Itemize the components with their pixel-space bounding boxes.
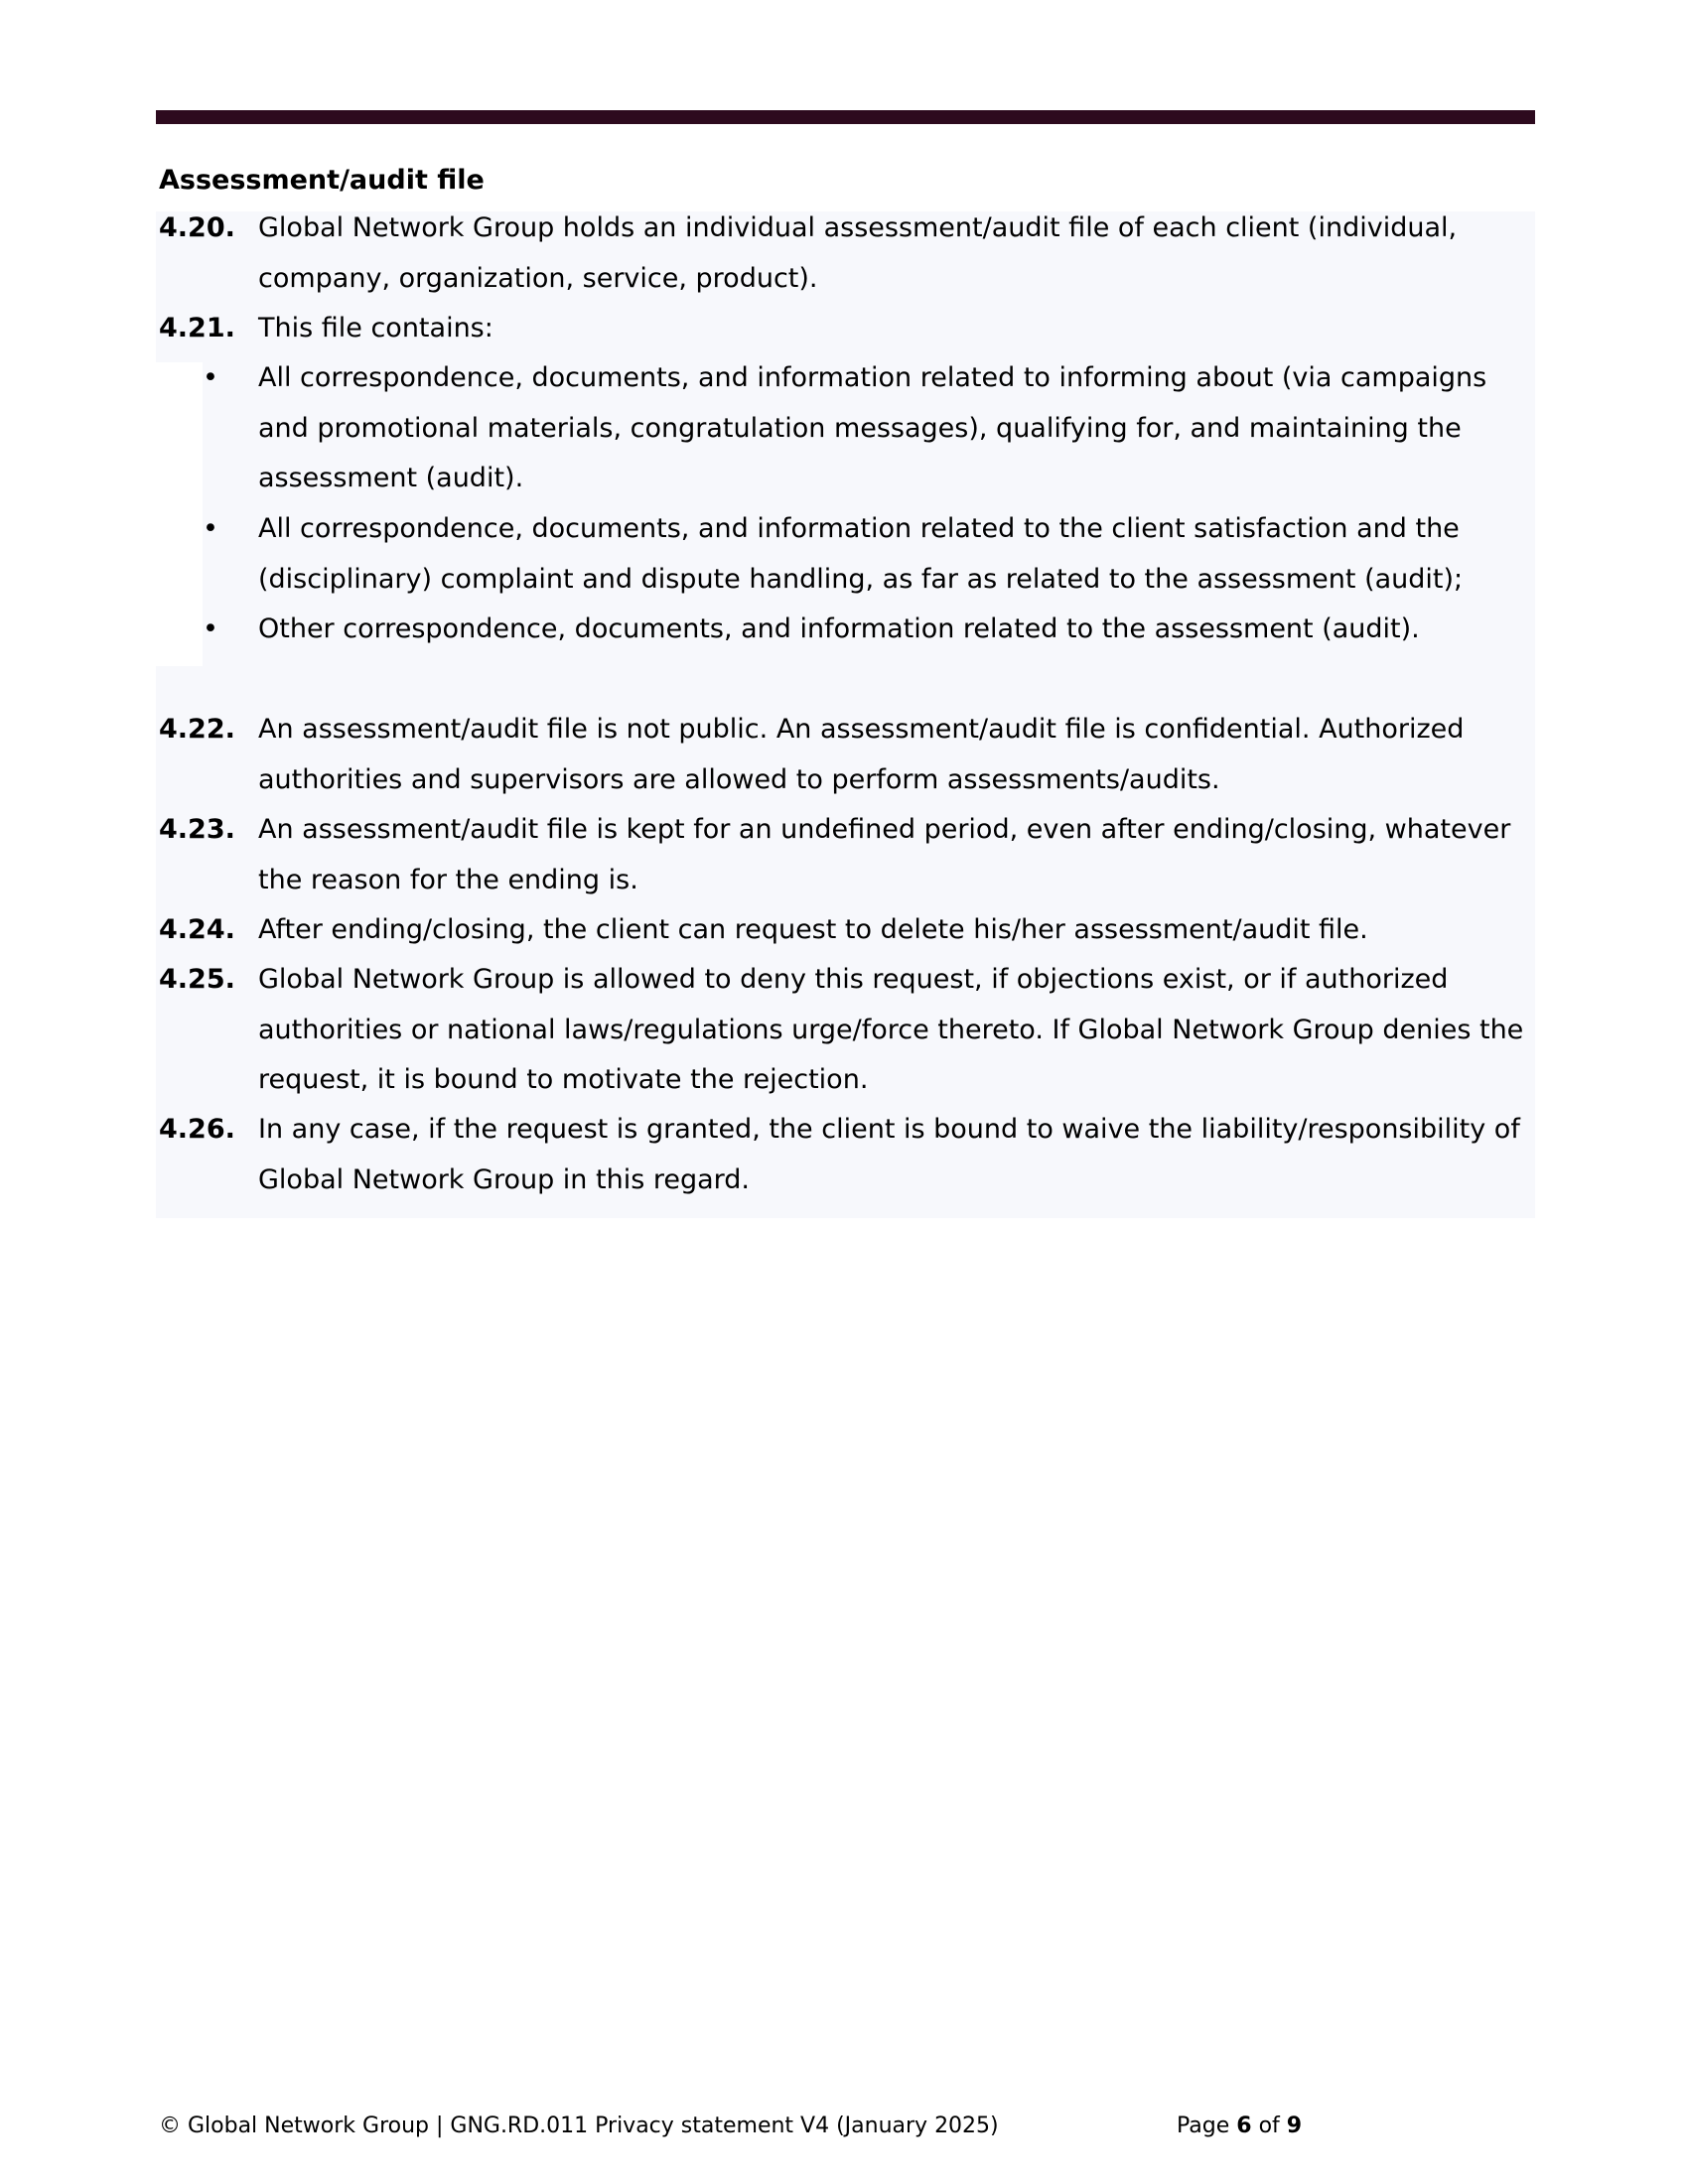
bullet-point: • <box>203 614 218 644</box>
clause-number: 4.22. <box>159 714 235 745</box>
clause-number: 4.21. <box>159 313 235 343</box>
clause-4-20 <box>159 204 1535 304</box>
bullet-point: • <box>203 362 218 393</box>
clause-text: Global Network Group holds an individual assessment/audit file of each client (individual, company, organization, service, product). <box>258 212 1458 294</box>
clause-text: In any case, if the request is granted, the client is bound to waive the liability/responsibility of Global Network Group in this regard. <box>258 1114 1520 1195</box>
footer-copyright: © Global Network Group | GNG.RD.011 Privacy statement V4 (January 2025) <box>159 2114 999 2138</box>
clause-text: An assessment/audit file is not public. An assessment/audit file is confidential. Authorized authorities and supervisors are allowed to perform assessments/audits. <box>258 714 1465 795</box>
clause-number: 4.24. <box>159 914 235 945</box>
clause-number: 4.23. <box>159 814 235 845</box>
page-separator: of <box>1251 2114 1287 2138</box>
header-divider <box>156 110 1535 124</box>
bullet-item <box>159 605 1535 655</box>
clause-4-24 <box>159 905 1535 956</box>
clause-number: 4.26. <box>159 1114 235 1145</box>
bullet-text: Other correspondence, documents, and information related to the assessment (audit). <box>258 614 1420 644</box>
clause-4-23 <box>159 805 1535 905</box>
clause-text: After ending/closing, the client can request to delete his/her assessment/audit file. <box>258 914 1368 945</box>
page-total: 9 <box>1286 2114 1303 2138</box>
footer-page-number <box>1177 2113 1302 2140</box>
page-prefix: Page <box>1177 2114 1237 2138</box>
clause-text: This file contains: <box>258 313 493 343</box>
bullet-item <box>159 353 1535 504</box>
clause-4-25 <box>159 955 1535 1106</box>
section-heading: Assessment/audit file <box>159 165 485 196</box>
clause-number: 4.20. <box>159 212 235 243</box>
clause-4-22 <box>159 705 1535 805</box>
clause-text: An assessment/audit file is kept for an undefined period, even after ending/closing, whatever the reason for the ending is. <box>258 814 1511 895</box>
bullet-text: All correspondence, documents, and information related to informing about (via campaigns and promotional materials, congratulation messages), qualifying for, and maintaining the assessment (audit). <box>258 362 1487 493</box>
page-current: 6 <box>1236 2114 1252 2138</box>
bullet-point: • <box>203 513 218 544</box>
bullet-text: All correspondence, documents, and information related to the client satisfaction and the (disciplinary) complaint and dispute handling, as far as related to the assessment (audit); <box>258 513 1464 595</box>
clause-text: Global Network Group is allowed to deny this request, if objections exist, or if authorized authorities or national laws/regulations urge/force thereto. If Global Network Group denies the request, it is bound to motivate the rejection. <box>258 964 1524 1095</box>
clause-number: 4.25. <box>159 964 235 995</box>
bullet-item <box>159 504 1535 605</box>
clause-4-21 <box>159 304 1535 354</box>
clause-4-26 <box>159 1105 1535 1205</box>
